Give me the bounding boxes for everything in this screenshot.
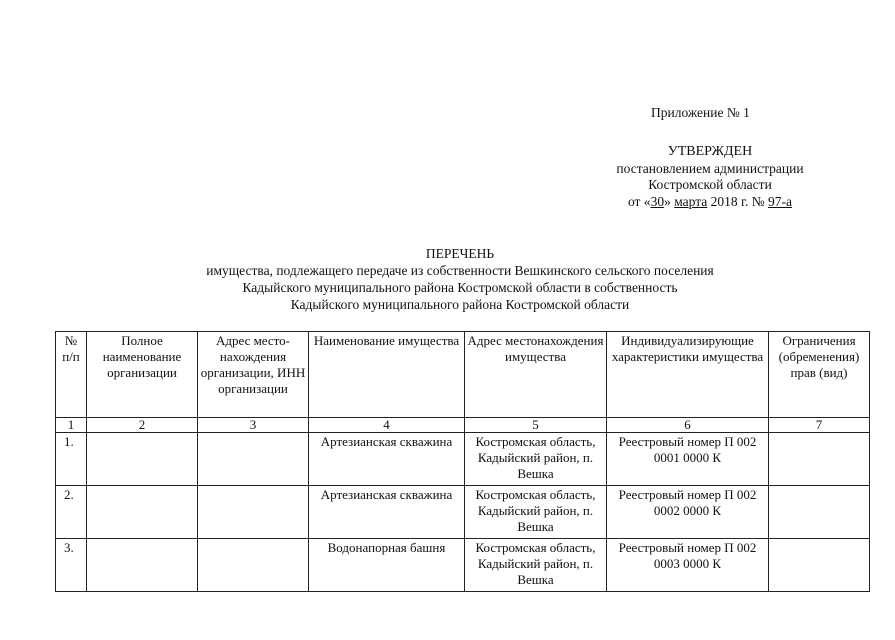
- cell-property-name: Артезианская скважина: [309, 433, 465, 486]
- column-number: 7: [769, 418, 870, 433]
- title-line-2: Кадыйского муниципального района Костромской области в собственность: [242, 280, 678, 295]
- date-quote: »: [664, 193, 671, 209]
- decree-number: 97-а: [768, 193, 793, 209]
- cell-restrictions: [769, 486, 870, 539]
- table-row: [56, 433, 870, 486]
- header-cell: Наименование имущества: [309, 332, 465, 418]
- cell-organization: [87, 539, 198, 592]
- column-number: 6: [607, 418, 769, 433]
- cell-organization: [87, 433, 198, 486]
- cell-property-address: Костромская область, Кадыйский район, п. Вешка: [465, 433, 607, 486]
- header-cell: № п/п: [56, 332, 87, 418]
- column-number-row: [56, 418, 870, 433]
- cell-restrictions: [769, 539, 870, 592]
- approval-heading: УТВЕРЖДЕН: [667, 144, 753, 159]
- approval-date-line: [560, 194, 860, 211]
- date-month: марта: [674, 193, 708, 209]
- header-cell: Адрес местонахождения имущества: [465, 332, 607, 418]
- date-day: 30: [650, 193, 665, 209]
- cell-organization-address: [198, 433, 309, 486]
- approval-line-1: постановлением администрации: [616, 160, 804, 176]
- date-year: 2018 г. №: [710, 193, 765, 209]
- appendix-label: Приложение № 1: [651, 105, 750, 120]
- cell-property-name: Водонапорная башня: [309, 539, 465, 592]
- cell-property-name: Артезианская скважина: [309, 486, 465, 539]
- cell-property-address: Костромская область, Кадыйский район, п. Вешка: [465, 539, 607, 592]
- property-table: [55, 331, 870, 592]
- title-line-1: имущества, подлежащего передаче из собственности Вешкинского сельского поселения: [206, 263, 714, 278]
- title-heading: ПЕРЕЧЕНЬ: [425, 246, 495, 261]
- header-cell: Полное наименование организации: [87, 332, 198, 418]
- table-row: [56, 539, 870, 592]
- header-cell: Индивидуализирующие характеристики имущества: [607, 332, 769, 418]
- cell-characteristics: Реестровый номер П 002 0002 0000 К: [607, 486, 769, 539]
- column-number: 5: [465, 418, 607, 433]
- cell-index: 1.: [56, 433, 87, 486]
- document-title: [150, 245, 770, 313]
- cell-organization-address: [198, 486, 309, 539]
- column-number: 1: [56, 418, 87, 433]
- column-number: 2: [87, 418, 198, 433]
- header-cell: Адрес место-нахождения организации, ИНН организации: [198, 332, 309, 418]
- cell-index: 3.: [56, 539, 87, 592]
- cell-characteristics: Реестровый номер П 002 0001 0000 К: [607, 433, 769, 486]
- cell-restrictions: [769, 433, 870, 486]
- approval-block: [560, 144, 860, 210]
- approval-line-2: Костромской области: [648, 177, 772, 192]
- date-prefix: от «: [627, 193, 651, 209]
- cell-property-address: Костромская область, Кадыйский район, п. Вешка: [465, 486, 607, 539]
- column-number: 3: [198, 418, 309, 433]
- table-row: [56, 486, 870, 539]
- title-line-3: Кадыйского муниципального района Костромской области: [290, 297, 630, 312]
- cell-organization: [87, 486, 198, 539]
- header-cell: Ограничения (обременения) прав (вид): [769, 332, 870, 418]
- column-number: 4: [309, 418, 465, 433]
- cell-organization-address: [198, 539, 309, 592]
- cell-characteristics: Реестровый номер П 002 0003 0000 К: [607, 539, 769, 592]
- cell-index: 2.: [56, 486, 87, 539]
- table-header-row: [56, 332, 870, 418]
